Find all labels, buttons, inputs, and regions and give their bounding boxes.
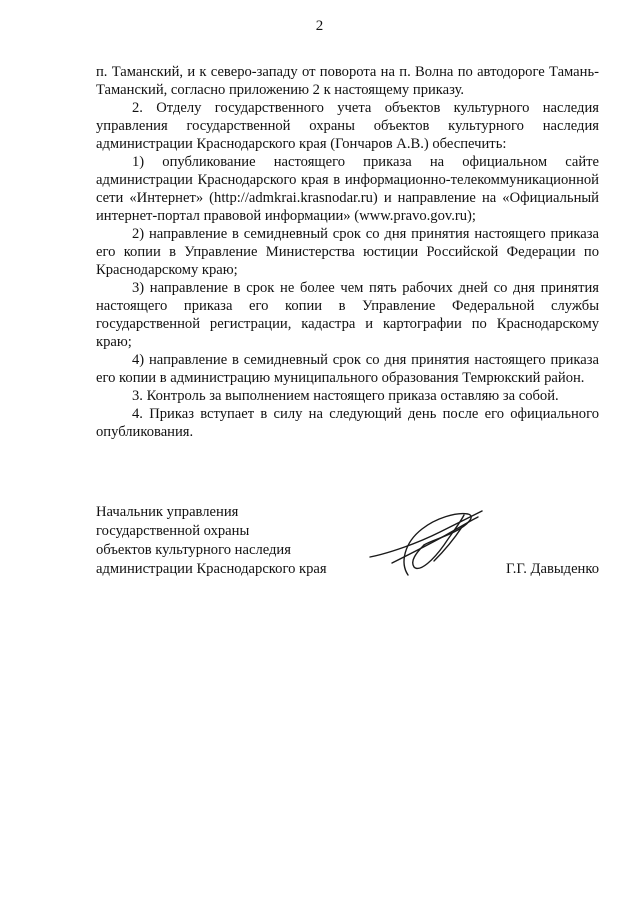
paragraph: 2) направление в семидневный срок со дня принятия настоящего приказа его копии в Управление Министерства юстиции Российской Федерации по Краснодарскому краю; xyxy=(96,226,599,278)
signatory-title-line: объектов культурного наследия xyxy=(96,542,291,558)
paragraph: 4. Приказ вступает в силу на следующий день после его официального опубликования. xyxy=(96,406,599,440)
paragraph: 4) направление в семидневный срок со дня принятия настоящего приказа его копии в администрацию муниципального образования Темрюкский район. xyxy=(96,352,599,386)
paragraph: 1) опубликование настоящего приказа на официальном сайте администрации Краснодарского края в информационно-телекоммуникационной сети «Интернет» (http://admkrai.krasnodar.ru) и направление на «Официальный интернет-портал правовой информации» (www.pravo.gov.ru); xyxy=(96,154,599,224)
signatory-title-line: Начальник управления xyxy=(96,504,239,520)
paragraph: 3) направление в срок не более чем пять рабочих дней со дня принятия настоящего приказа его копии в Управление Федеральной службы государственной регистрации, кадастра и картографии по Краснодарскому краю; xyxy=(96,280,599,350)
paragraph: 3. Контроль за выполнением настоящего приказа оставляю за собой. xyxy=(132,388,559,404)
document-body xyxy=(96,63,599,441)
page-number: 2 xyxy=(315,18,324,34)
signatory-title-line: администрации Краснодарского края xyxy=(96,561,327,577)
signature-block xyxy=(96,503,599,583)
signatory-title-line: государственной охраны xyxy=(96,523,250,539)
signatory-title xyxy=(96,503,327,579)
signatory-name: Г.Г. Давыденко xyxy=(505,561,599,577)
paragraph: п. Таманский, и к северо-западу от поворота на п. Волна по автодороге Тамань-Таманский, согласно приложению 2 к настоящему приказу. xyxy=(96,64,599,98)
paragraph: 2. Отделу государственного учета объектов культурного наследия управления государственной охраны объектов культурного наследия администрации Краснодарского края (Гончаров А.В.) обеспечить: xyxy=(96,100,599,152)
handwritten-signature-icon xyxy=(364,505,488,577)
